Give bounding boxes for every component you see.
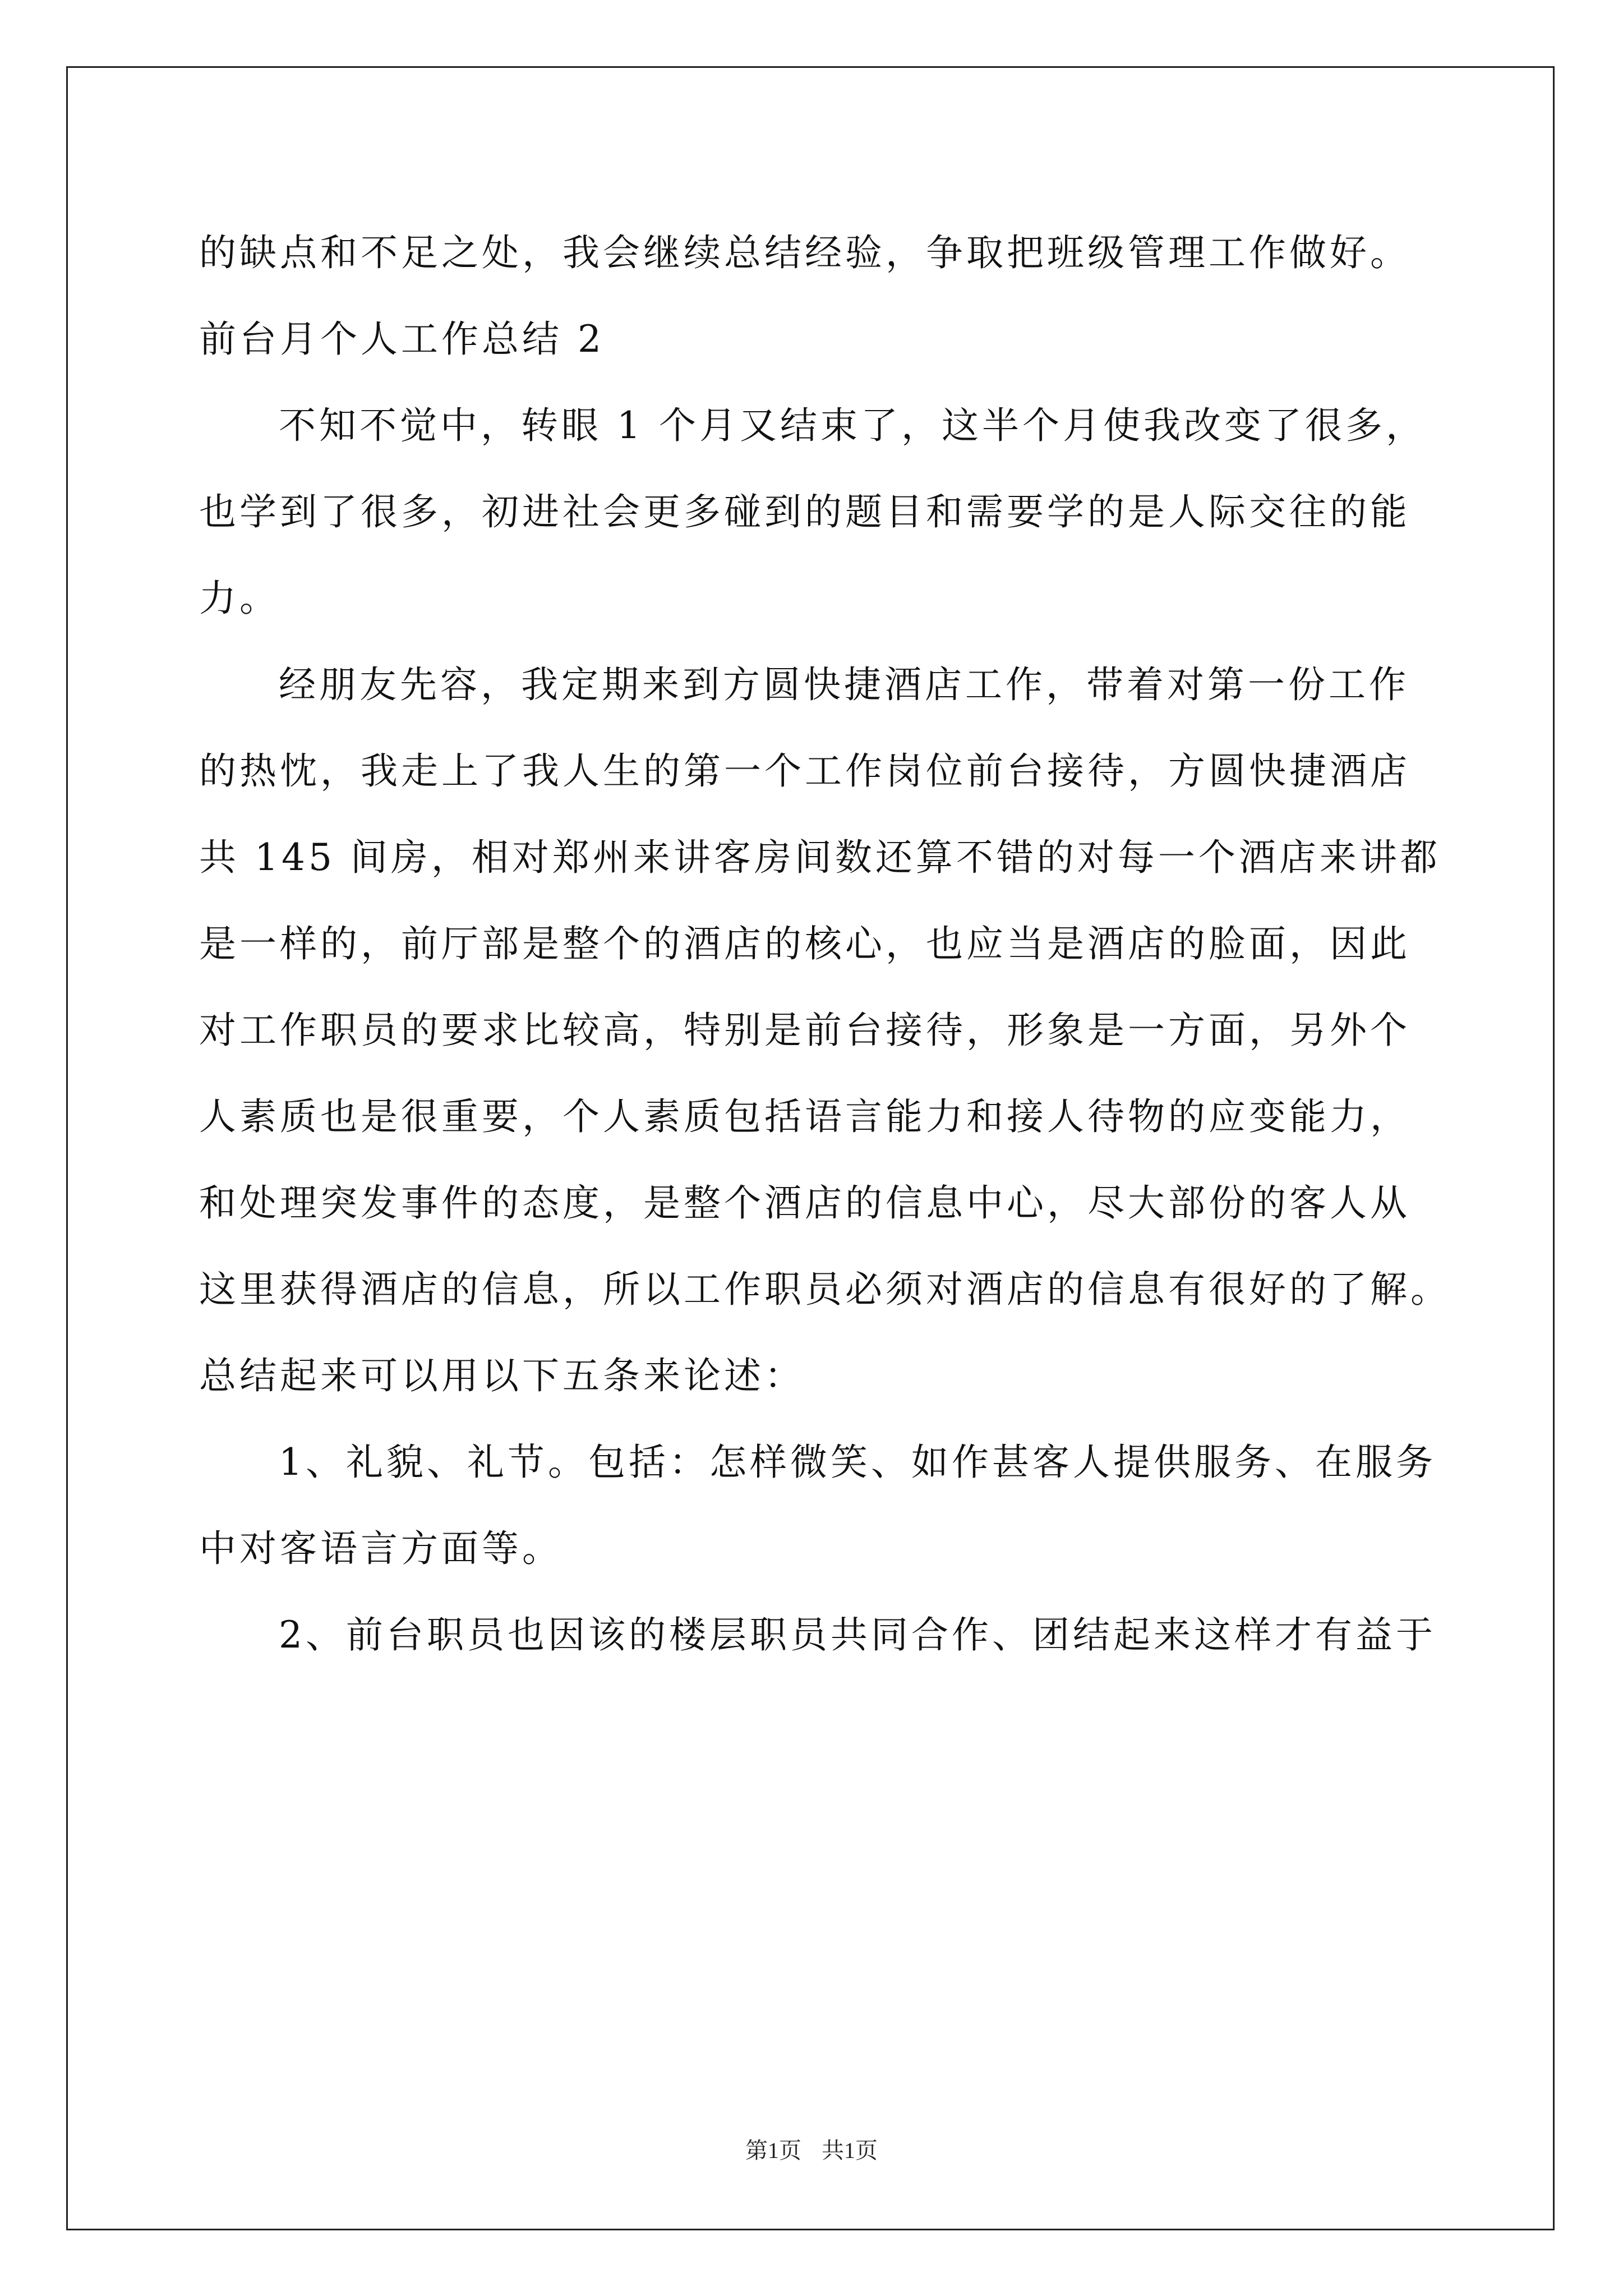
text-line: 总结起来可以用以下五条来论述： bbox=[199, 1354, 805, 1397]
page-border bbox=[66, 66, 1555, 2230]
text-line: 共 145 间房，相对郑州来讲客房间数还算不错的对每一个酒店来讲都 bbox=[199, 836, 1441, 879]
text-line: 人素质也是很重要，个人素质包括语言能力和接人待物的应变能力， bbox=[199, 1095, 1410, 1138]
text-line: 对工作职员的要求比较高，特别是前台接待，形象是一方面，另外个 bbox=[199, 1009, 1410, 1052]
text-line: 和处理突发事件的态度，是整个酒店的信息中心，尽大部份的客人从 bbox=[199, 1181, 1410, 1225]
text-line: 力。 bbox=[199, 577, 280, 620]
text-line: 中对客语言方面等。 bbox=[199, 1527, 562, 1570]
list-item: 2、前台职员也因该的楼层职员共同合作、团结起来这样才有益于 bbox=[279, 1613, 1436, 1657]
text-line: 也学到了很多，初进社会更多碰到的题目和需要学的是人际交往的能 bbox=[199, 490, 1410, 533]
page-footer bbox=[0, 2138, 1623, 2163]
page-total: 共1页 bbox=[822, 2138, 878, 2163]
text-line: 是一样的，前厅部是整个的酒店的核心，也应当是酒店的脸面，因此 bbox=[199, 922, 1410, 965]
text-line: 不知不觉中，转眼 1 个月又结束了，这半个月使我改变了很多， bbox=[279, 404, 1426, 447]
text-line: 的缺点和不足之处，我会继续总结经验，争取把班级管理工作做好。 bbox=[199, 231, 1410, 274]
list-item: 1、礼貌、礼节。包括：怎样微笑、如作甚客人提供服务、在服务 bbox=[279, 1441, 1436, 1484]
section-heading: 前台月个人工作总结 2 bbox=[199, 318, 605, 361]
text-line: 这里获得酒店的信息，所以工作职员必须对酒店的信息有很好的了解。 bbox=[199, 1268, 1451, 1311]
text-line: 的热忱，我走上了我人生的第一个工作岗位前台接待，方圆快捷酒店 bbox=[199, 749, 1410, 793]
text-line: 经朋友先容，我定期来到方圆快捷酒店工作，带着对第一份工作 bbox=[279, 663, 1409, 706]
page-number: 第1页 bbox=[745, 2138, 801, 2163]
